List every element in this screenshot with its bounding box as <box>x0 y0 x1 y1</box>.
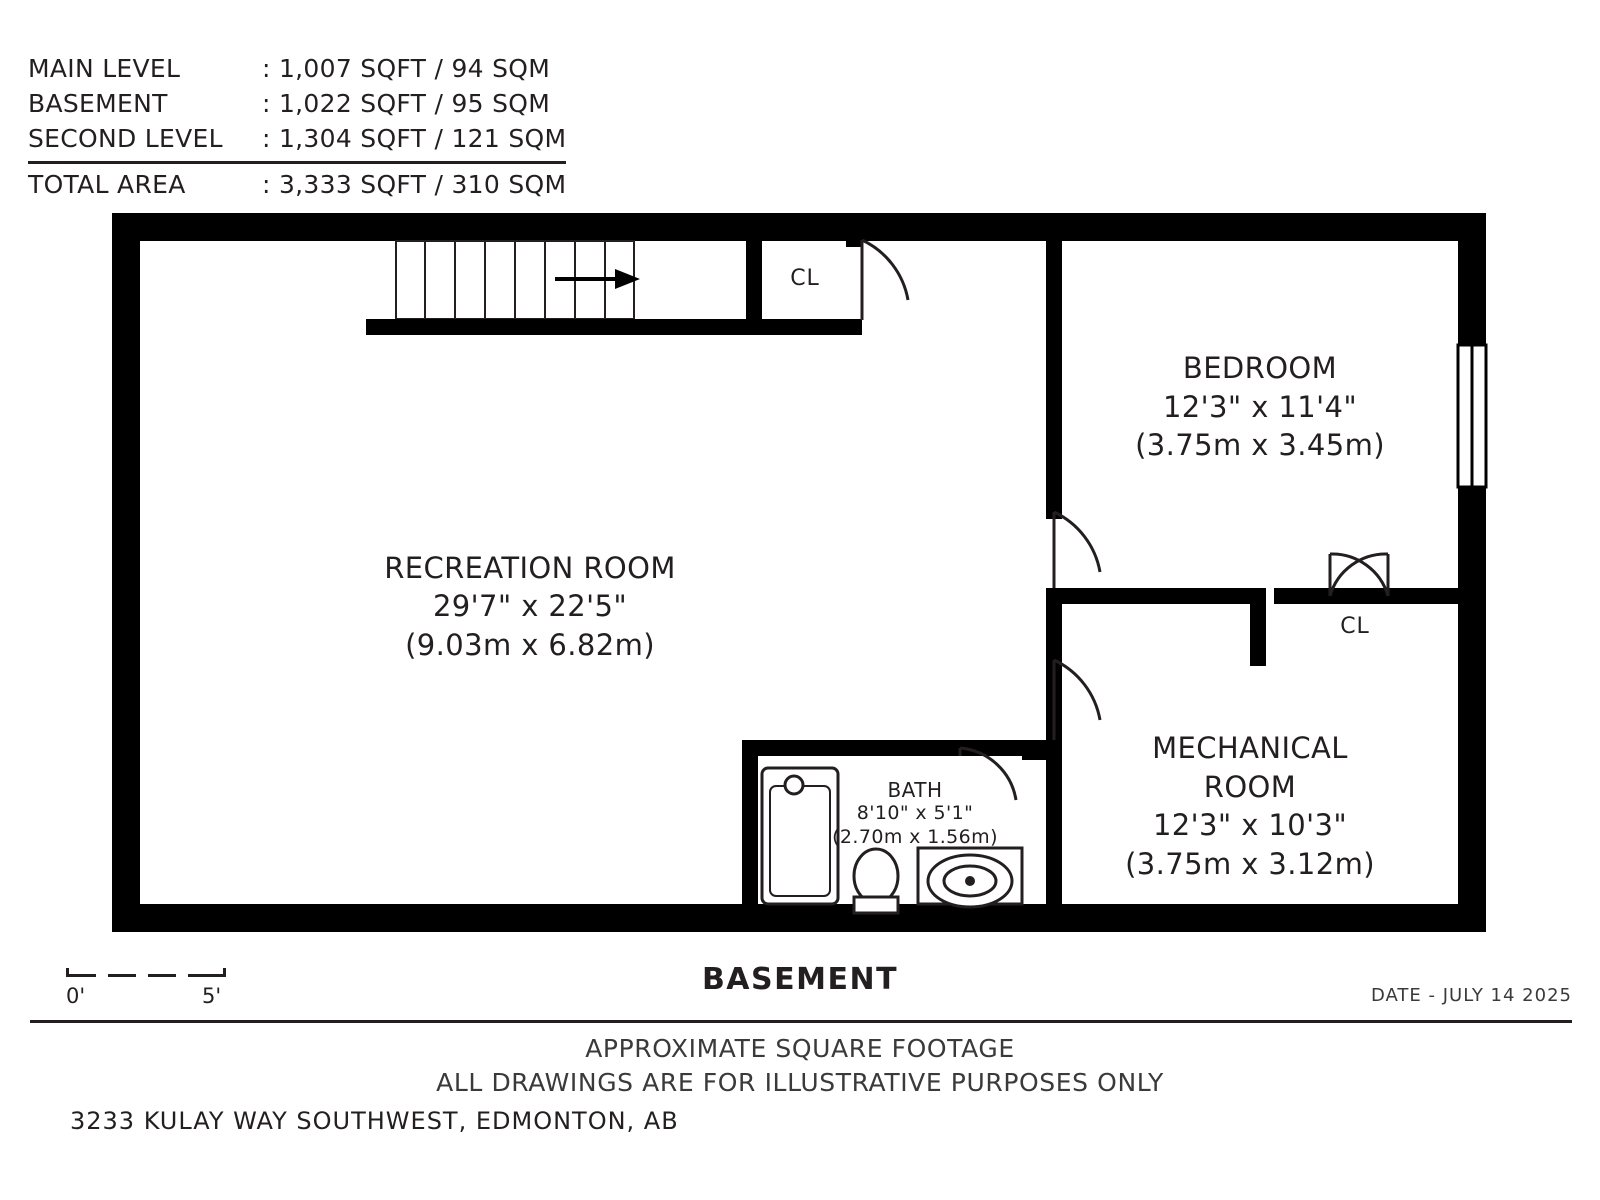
plan-date: DATE - JULY 14 2025 <box>1370 985 1572 1006</box>
room-label-bedroom: BEDROOM <box>1182 351 1338 385</box>
room-label-mechanical-room-line2: ROOM <box>1203 770 1297 804</box>
area-row-label: BASEMENT <box>28 89 168 118</box>
room-dims-recreation-room-metric: (9.03m x 6.82m) <box>405 628 655 662</box>
area-row-value: : 1,022 SQFT / 95 SQM <box>262 89 551 118</box>
scale-bar-start-label: 0' <box>66 984 86 1008</box>
stairs-icon <box>366 241 746 335</box>
disclaimer-line-1: APPROXIMATE SQUARE FOOTAGE <box>585 1034 1015 1063</box>
property-address: 3233 KULAY WAY SOUTHWEST, EDMONTON, AB <box>70 1107 679 1135</box>
toilet-icon <box>854 849 898 913</box>
room-label-bath: BATH <box>887 778 943 802</box>
area-row-label: SECOND LEVEL <box>28 124 223 153</box>
room-dims-bedroom-imperial: 12'3" x 11'4" <box>1162 390 1358 424</box>
scale-bar-end-label: 5' <box>202 984 222 1008</box>
area-total-label: TOTAL AREA <box>28 163 262 204</box>
room-dims-mechanical-room-metric: (3.75m x 3.12m) <box>1125 847 1375 881</box>
room-dims-bath-imperial: 8'10" x 5'1" <box>856 802 974 824</box>
room-dims-mechanical-room-imperial: 12'3" x 10'3" <box>1152 808 1348 842</box>
plan-title: BASEMENT <box>701 962 899 997</box>
closet-label-top: CL <box>790 266 820 291</box>
room-label-recreation-room: RECREATION ROOM <box>384 551 676 585</box>
room-dims-recreation-room-imperial: 29'7" x 22'5" <box>432 589 628 623</box>
closet-label-bedroom: CL <box>1340 614 1370 639</box>
area-row-value: : 1,304 SQFT / 121 SQM <box>262 124 567 153</box>
footer-divider <box>30 1020 1572 1023</box>
area-row-value: : 1,007 SQFT / 94 SQM <box>262 54 551 83</box>
area-row-label: MAIN LEVEL <box>28 54 181 83</box>
area-total-value: : 3,333 SQFT / 310 SQM <box>262 163 566 204</box>
disclaimer-line-2: ALL DRAWINGS ARE FOR ILLUSTRATIVE PURPOSES ONLY <box>436 1067 1164 1097</box>
disclaimer <box>0 1032 1600 1100</box>
room-label-mechanical-room: MECHANICAL <box>1152 731 1348 765</box>
room-dims-bath-metric: (2.70m x 1.56m) <box>832 826 998 848</box>
room-dims-bedroom-metric: (3.75m x 3.45m) <box>1135 428 1385 462</box>
